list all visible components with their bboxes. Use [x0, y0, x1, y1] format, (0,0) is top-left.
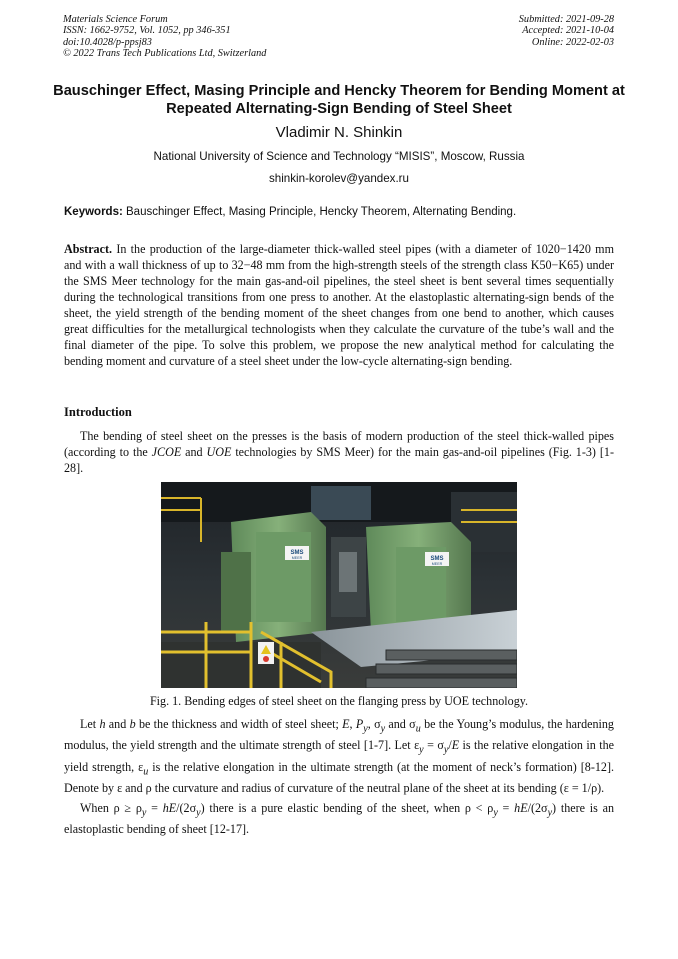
svg-text:SMS: SMS — [290, 550, 304, 556]
author-affiliation: National University of Science and Technology “MISIS”, Moscow, Russia — [153, 150, 525, 163]
abstract-text: In the production of the large-diameter thick-walled steel pipes (with a diameter of 1020−1420 mm and with a wall thickness of up to 32−48 mm from the high-strength steels of the strength class K50−K65) under the SMS Meer technology for the main gas-and-oil pipelines, the steel sheet is bent several times sequentially during the technological transitions from one press to another. At the elastoplastic alternating-sign bends of the sheet, the yield strength of the bending moment of the sheet changes from one bend to another, which causes great difficulties for the metallurgical technologists when they calculate the curvature of the tube’s wall and the final diameter of the pipe. To solve this problem, we propose the new analytical method for calculating the bending moment and curvature of a steel sheet under the low-cycle alternating-sign bending. — [64, 242, 614, 368]
paper-title: Bauschinger Effect, Masing Principle and Hencky Theorem for Bending Moment at Repeated Alternating-Sign Bending of Steel Sheet — [53, 83, 625, 117]
author-name: Vladimir N. Shinkin — [275, 124, 403, 141]
section-heading-introduction: Introduction — [64, 405, 132, 419]
online-date: Online: 2022-02-03 — [531, 36, 614, 48]
keywords-label: Keywords: — [64, 206, 123, 218]
svg-text:MEER: MEER — [431, 562, 443, 566]
body-paragraph: Let h and b be the thickness and width of steel sheet; E, $P_y$, $\sigma_y$ and $\sigma_u$ be the Young’s modulus, the hardening modulus, the yield strength and the ultimate strength of steel [1-7]. Let $\varepsilon_y = \sigma_y/E$ is the relative elongation in the yield strength, $\varepsilon_u$ is the relative elongation in the ultimate strength (at the moment of neck’s formation) [8-12]. Denote by ε and ρ the curvature and radius of curvature of the neutral plane of the sheet at its bending (ε = 1/ρ). — [64, 717, 615, 796]
svg-text:MEER: MEER — [291, 556, 303, 560]
journal-doi: doi:10.4028/p-ppsj83 — [63, 36, 152, 48]
intro-paragraph: The bending of steel sheet on the presses is the basis of modern production of the steel thick-walled pipes (according to the JCOE and UOE technologies by SMS Meer) for the main gas-and-oil pipelines (Fig. 1-3) [1-28]. — [64, 429, 614, 475]
figure-1-photo — [161, 482, 517, 688]
body-paragraph: When $\rho \ge \rho_y = hE/(2\sigma_y)$ there is a pure elastic bending of the sheet, when $\rho < \rho_y = hE/(2\sigma_y)$ there is an elastoplastic bending of sheet [12-17]. — [64, 801, 615, 837]
author-email[interactable]: shinkin-korolev@yandex.ru — [268, 172, 409, 185]
journal-info — [63, 14, 266, 60]
journal-issn: ISSN: 1662-9752, Vol. 1052, pp 346-351 — [63, 25, 231, 37]
keywords-text: Bauschinger Effect, Masing Principle, Hencky Theorem, Alternating Bending. — [126, 206, 517, 218]
submitted-date: Submitted: 2021-09-28 — [518, 14, 614, 25]
abstract-label: Abstract. — [64, 242, 113, 256]
journal-name: Materials Science Forum — [63, 14, 168, 25]
accepted-date: Accepted: 2021-10-04 — [522, 25, 614, 37]
submission-dates — [519, 14, 614, 48]
svg-text:SMS: SMS — [430, 556, 444, 562]
abstract — [64, 241, 614, 369]
figure-1-caption: Fig. 1. Bending edges of steel sheet on the flanging press by UOE technology. — [149, 694, 529, 708]
journal-copyright: © 2022 Trans Tech Publications Ltd, Switzerland — [63, 48, 267, 60]
keywords — [64, 206, 624, 218]
